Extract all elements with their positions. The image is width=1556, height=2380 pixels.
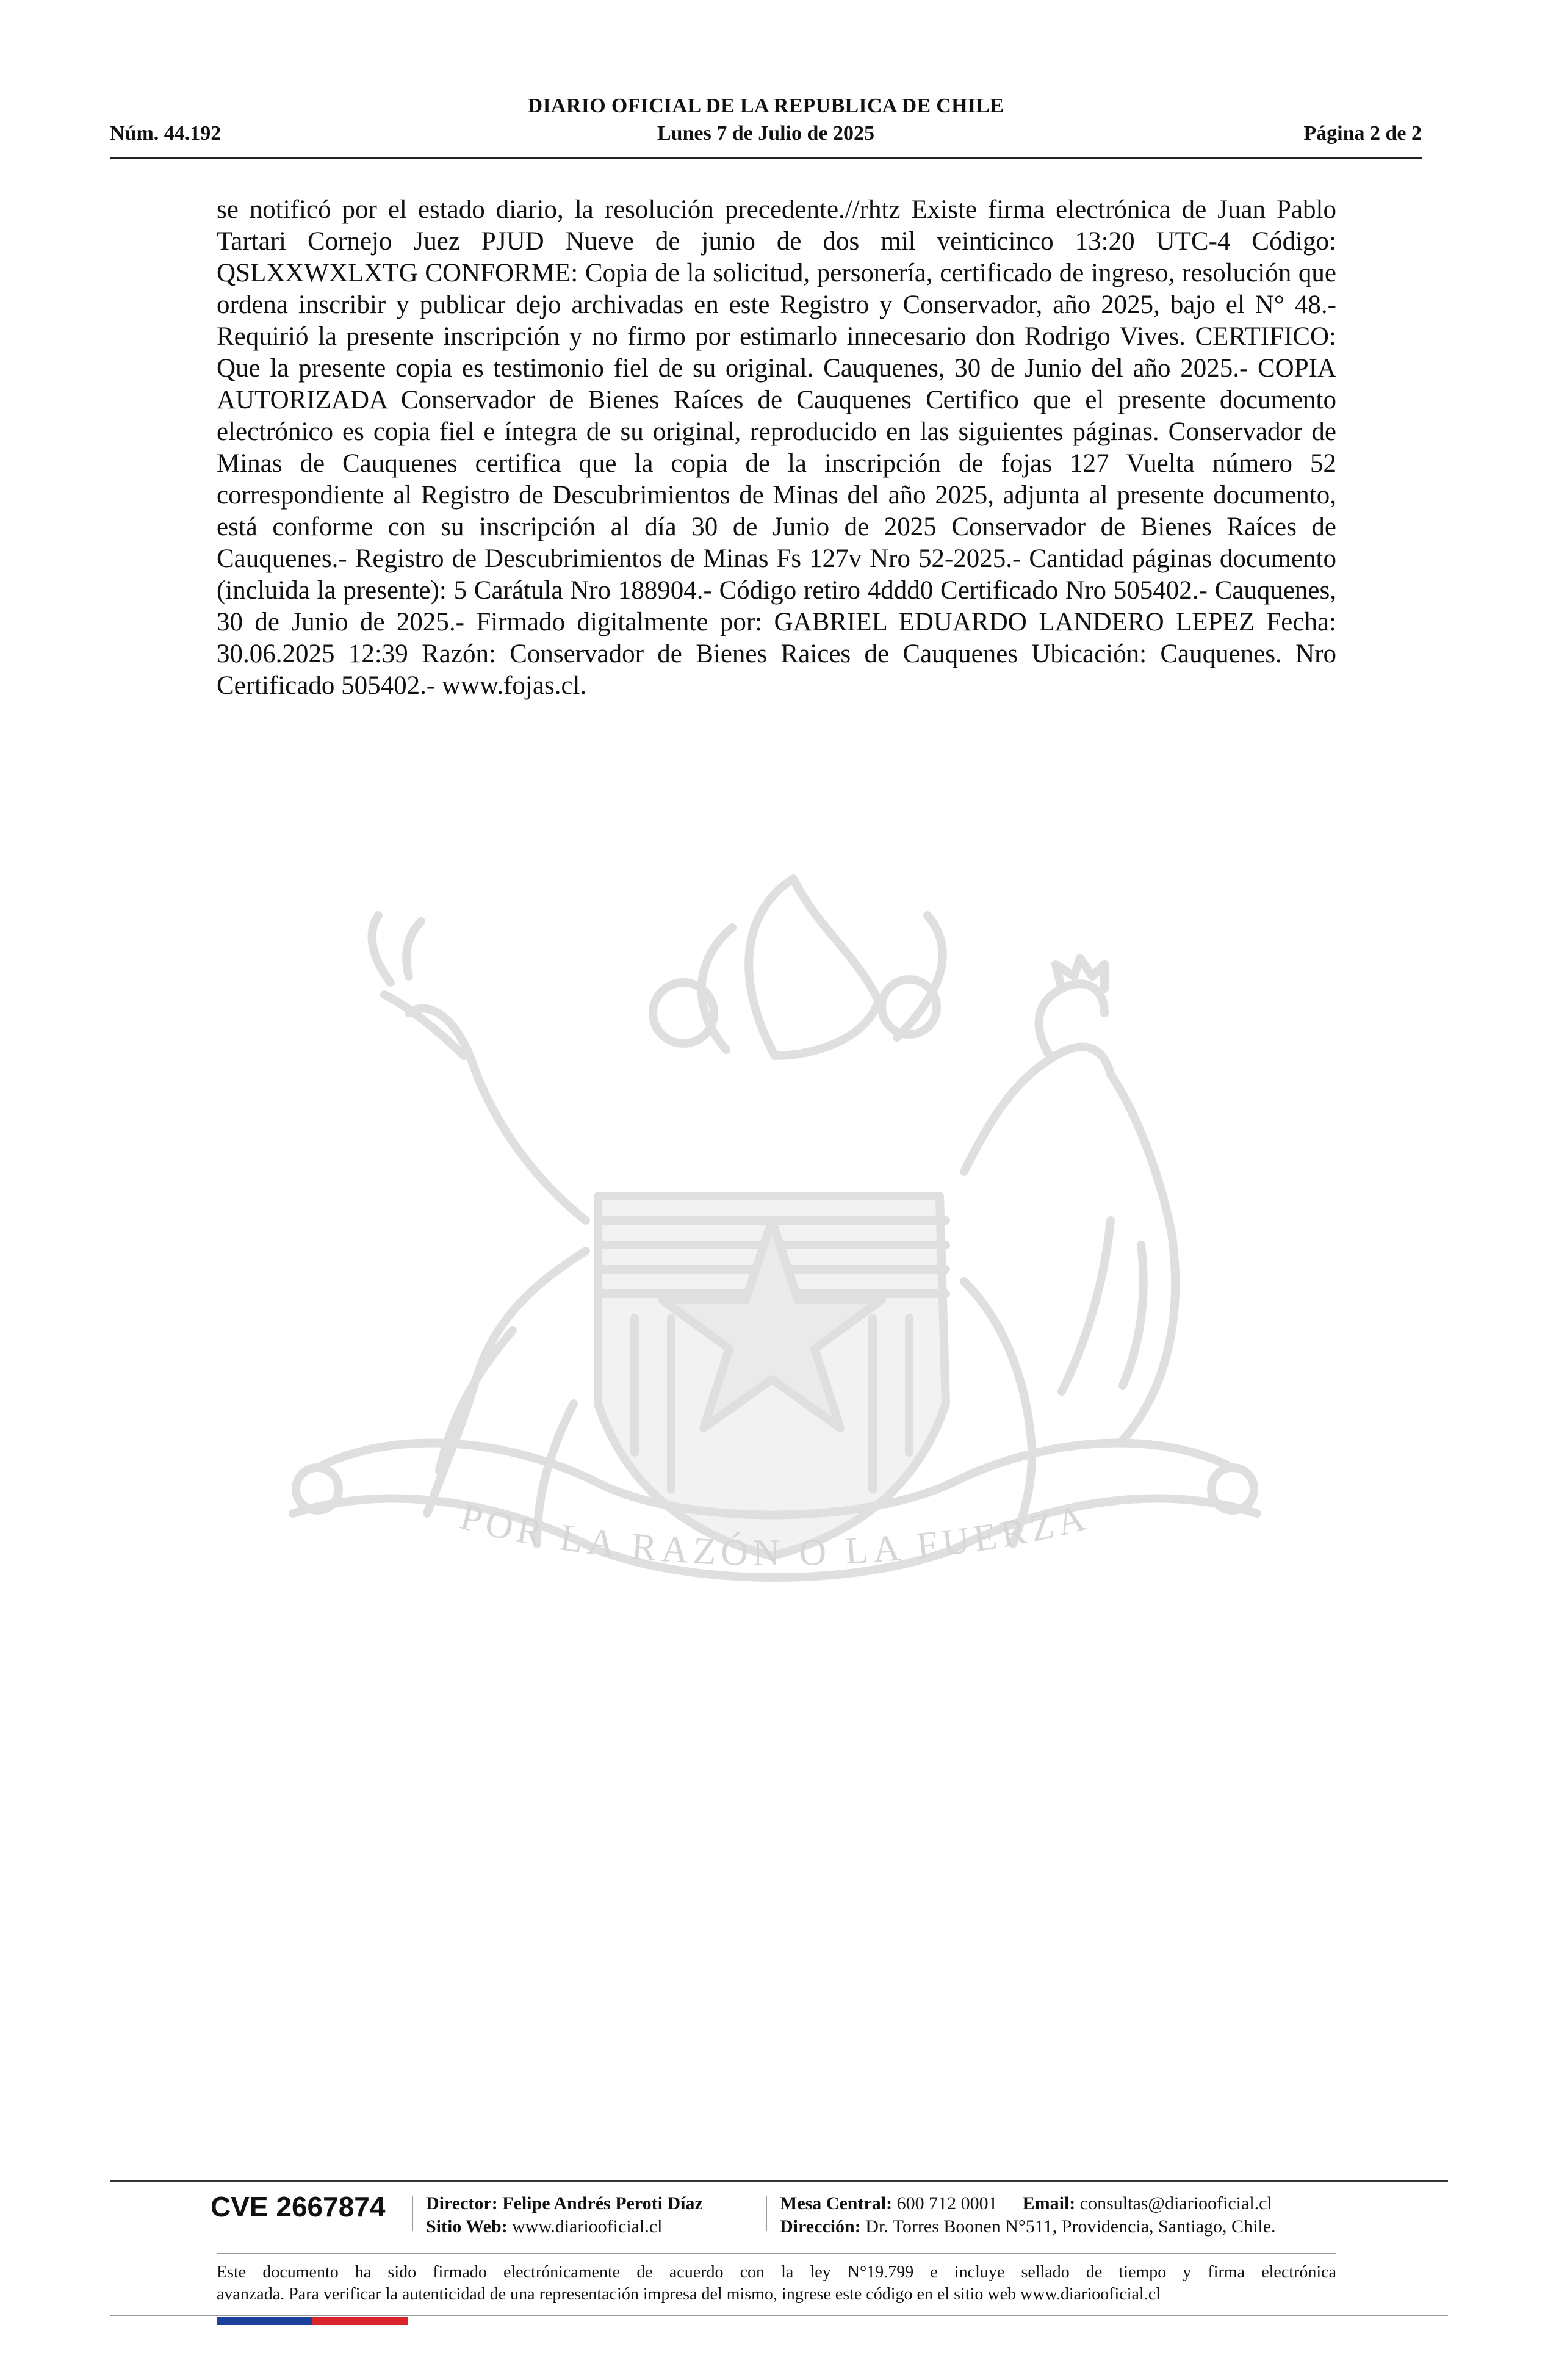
flag-stripe-blue [217,2317,312,2325]
issue-number: Núm. 44.192 [110,122,222,145]
cve-code: CVE 2667874 [211,2191,386,2223]
footer-mid-divider [217,2253,1336,2254]
footer-top-divider [110,2180,1448,2182]
footer-separator [412,2196,413,2231]
central-label: Mesa Central: [780,2193,893,2213]
footer-director-block [426,2192,703,2238]
footer-contact-block [780,2192,1276,2238]
website-link[interactable]: www.diariooficial.cl [512,2216,663,2237]
document-body-text: se notificó por el estado diario, la resolución precedente.//rhtz Existe firma electrónica de Juan Pablo Tartari Cornejo Juez PJUD Nueve de junio de dos mil veinticinco 13:20 UTC-4 Código: QSLXXWXLXTG CONFORME: Copia de la solicitud, personería, certificado de ingreso, resolución que ordena inscribir y publicar dejo archivadas en este Registro y Conservador, año 2025, bajo el N° 48.- Requirió la presente inscripción y no firmo por estimarlo innecesario don Rodrigo Vives. CERTIFICO: Que la presente copia es testimonio fiel de su original. Cauquenes, 30 de Junio del año 2025.- COPIA AUTORIZADA Conservador de Bienes Raíces de Cauquenes Certifico que el presente documento electrónico es copia fiel e íntegra de su original, reproducido en las siguientes páginas. Conservador de Minas de Cauquenes certifica que la copia de la inscripción de fojas 127 Vuelta número 52 correspondiente al Registro de Descubrimientos de Minas del año 2025, adjunta al presente documento, está conforme con su inscripción al día 30 de Junio de 2025 Conservador de Bienes Raíces de Cauquenes.- Registro de Descubrimientos de Minas Fs 127v Nro 52-2025.- Cantidad páginas documento (incluida la presente): 5 Carátula Nro 188904.- Código retiro 4ddd0 Certificado Nro 505402.- Cauquenes, 30 de Junio de 2025.- Firmado digitalmente por: GABRIEL EDUARDO LANDERO LEPEZ Fecha: 30.06.2025 12:39 Razón: Conservador de Bienes Raices de Cauquenes Ubicación: Cauquenes. Nro Certificado 505402.- www.fojas.cl. [217,195,1336,700]
address-label: Dirección: [780,2216,861,2237]
central-phone: 600 712 0001 [896,2193,998,2213]
watermark-motto: POR LA RAZÓN O LA FUERZA [456,1496,1094,1574]
legal-line-2: avanzada. Para verificar la autenticidad de una representación impresa del mismo, ingrese este código en el sitio web www.diariooficial.cl [217,2285,1161,2304]
flag-stripe-red [312,2317,408,2325]
address-value: Dr. Torres Boonen N°511, Providencia, Santiago, Chile. [865,2216,1276,2237]
issue-date: Lunes 7 de Julio de 2025 [657,122,875,145]
footer-separator [766,2196,767,2231]
footer-bottom-divider [110,2315,1448,2316]
legal-notice [217,2262,1336,2306]
publication-title: DIARIO OFICIAL DE LA REPUBLICA DE CHILE [527,95,1004,117]
website-label: Sitio Web: [426,2216,508,2237]
director-value: Felipe Andrés Peroti Díaz [502,2193,703,2213]
legal-line-1: Este documento ha sido firmado electrónicamente de acuerdo con la ley N°19.799 e incluye sellado de tiempo y firma electrónica [217,2263,1336,2282]
director-label: Director: [426,2193,498,2213]
chilean-coat-of-arms-watermark [207,854,1342,1672]
email-label: Email: [1022,2193,1076,2213]
page-indicator: Página 2 de 2 [1303,122,1422,145]
page-header [110,95,1422,159]
email-link[interactable]: consultas@diariooficial.cl [1079,2193,1272,2213]
